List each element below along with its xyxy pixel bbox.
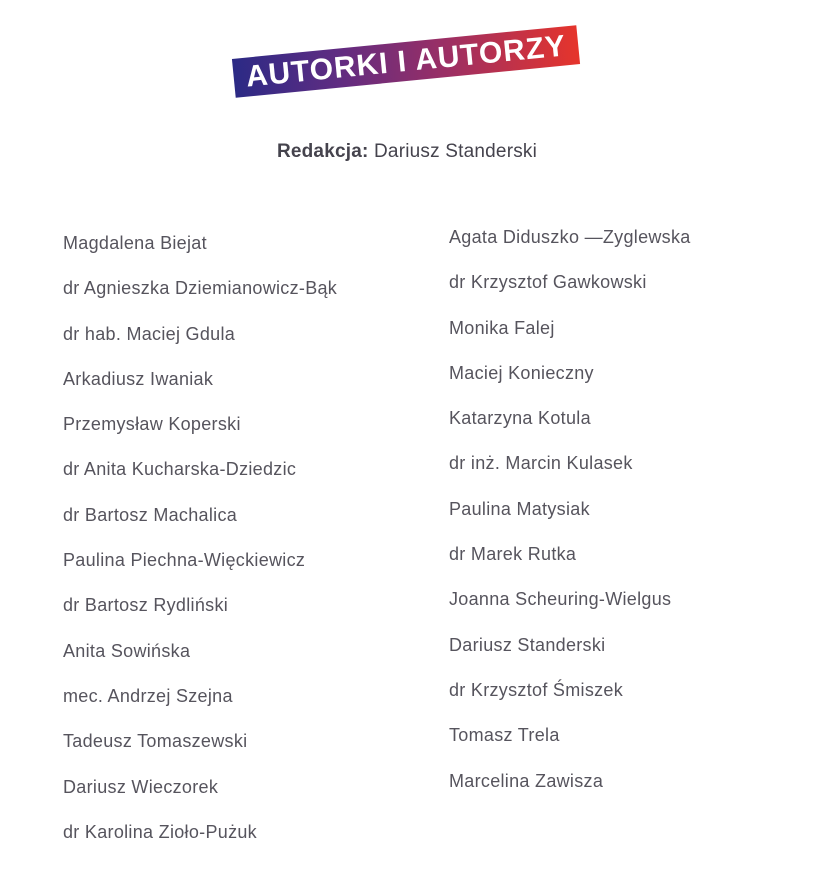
author-name: Katarzyna Kotula [449,408,591,429]
author-name: Paulina Matysiak [449,498,590,519]
author-name: Maciej Konieczny [449,362,594,383]
author-name: dr Agnieszka Dziemianowicz-Bąk [63,278,338,299]
authors-banner [232,25,580,98]
author-name: dr Karolina Zioło-Pużuk [63,821,257,842]
author-name: dr Marek Rutka [449,544,577,565]
author-name: dr inż. Marcin Kulasek [449,453,633,474]
author-name: Tomasz Trela [449,725,560,746]
author-name: Przemysław Koperski [63,414,241,435]
editor-line [0,140,814,164]
author-name: Dariusz Wieczorek [63,776,219,797]
author-name: dr Anita Kucharska-Dziedzic [63,459,297,480]
authors-right-column [449,215,779,804]
author-name: Anita Sowińska [63,640,191,661]
editor-name: Dariusz Standerski [374,141,538,162]
editor-label: Redakcja: [276,141,369,162]
author-name: Dariusz Standerski [449,634,606,655]
author-name: dr hab. Maciej Gdula [63,323,236,344]
author-name: Magdalena Biejat [63,233,207,253]
author-name: mec. Andrzej Szejna [63,685,233,706]
authors-left-column [63,221,443,855]
author-name: dr Krzysztof Gawkowski [449,272,647,293]
author-name: Tadeusz Tomaszewski [63,731,248,752]
author-name: dr Bartosz Machalica [63,504,238,525]
author-name: dr Krzysztof Śmiszek [449,679,624,700]
author-name: dr Bartosz Rydliński [63,595,229,616]
author-name: Monika Falej [449,317,555,338]
authors-banner-title: AUTORKI I AUTORZY [244,29,568,94]
author-name: Agata Diduszko —Zyglewska [449,227,691,247]
author-name: Arkadiusz Iwaniak [63,368,214,389]
author-name: Paulina Piechna-Więckiewicz [63,550,306,571]
author-name: Marcelina Zawisza [449,770,604,791]
author-name: Joanna Scheuring-Wielgus [449,589,672,610]
